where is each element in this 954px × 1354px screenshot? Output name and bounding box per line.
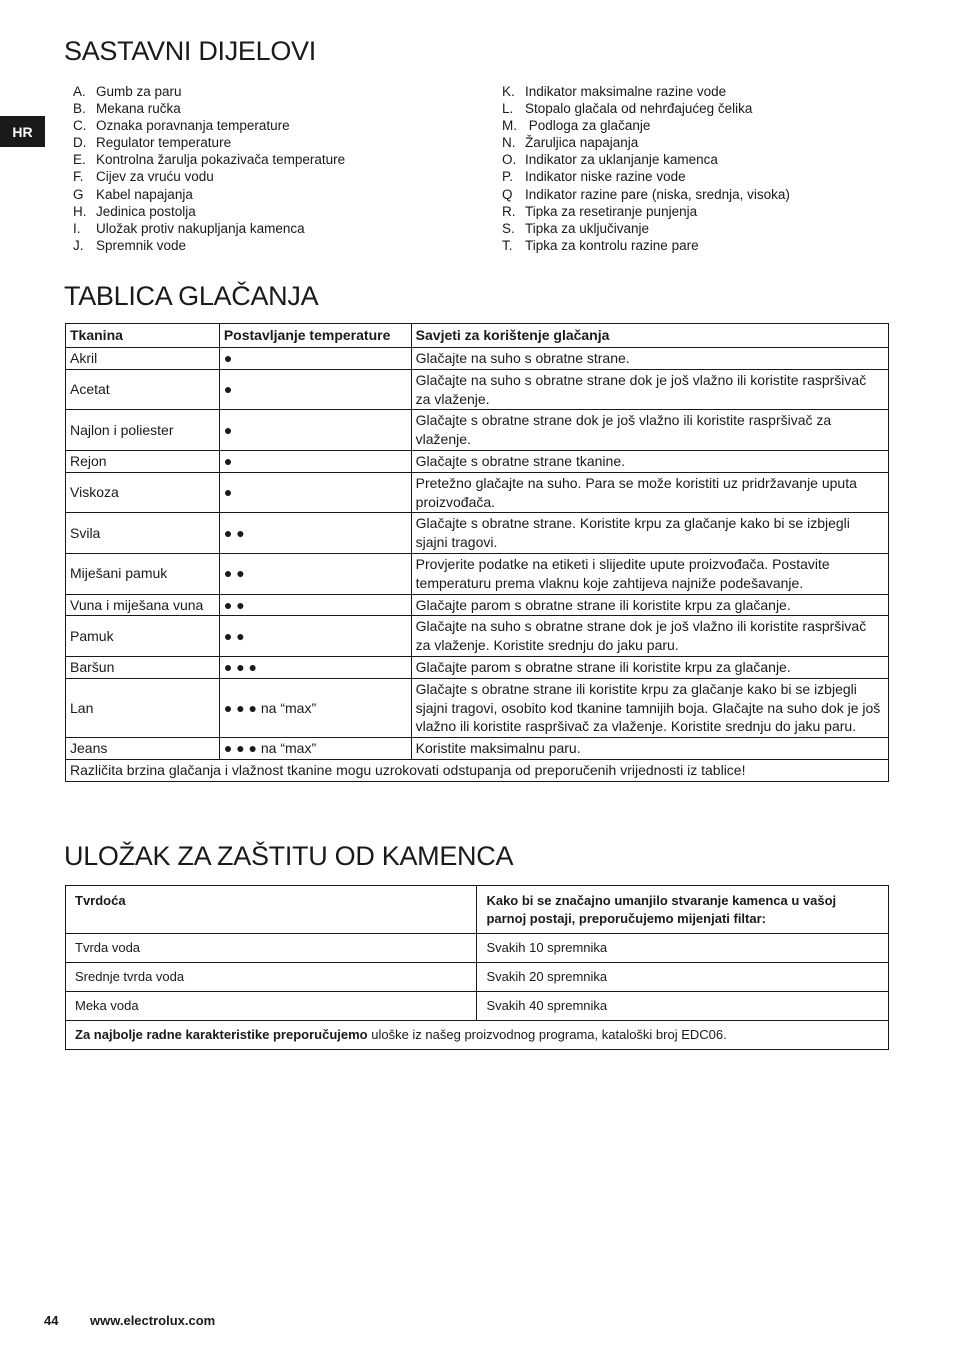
list-item [502,83,790,100]
part-letter: D. [73,135,87,151]
part-letter: I. [73,220,81,236]
part-label: Indikator razine pare (niska, srednja, visoka) [525,186,790,202]
fabric-cell: Vuna i miješana vuna [66,594,220,616]
descale-note-bold: Za najbolje radne karakteristike preporučujemo [75,1027,368,1042]
table-row [66,369,889,410]
table-row [66,678,889,737]
temperature-cell: ● ● [219,513,411,554]
part-letter: E. [73,152,86,168]
part-letter: B. [73,101,86,117]
list-item [73,168,345,185]
list-item [502,220,790,237]
list-item [73,151,345,168]
part-letter: K. [502,84,515,99]
temperature-cell: ● ● [219,616,411,657]
tip-cell: Glačajte na suho s obratne strane. [411,348,888,370]
fabric-cell: Baršun [66,656,220,678]
descale-table [65,885,889,1050]
table-row [66,410,889,451]
part-label: Stopalo glačala od nehrđajućeg čelika [525,101,753,117]
temperature-cell: ● [219,472,411,513]
column-header-temperature: Postavljanje temperature [219,324,411,348]
temperature-cell: ● [219,348,411,370]
part-label: Uložak protiv nakupljanja kamenca [96,220,305,236]
part-letter: Q [502,186,513,202]
table-row [66,656,889,678]
tip-cell: Glačajte s obratne strane tkanine. [411,450,888,472]
descale-note [66,1021,889,1050]
tip-cell: Provjerite podatke na etiketi i slijedite upute proizvođača. Postavite temperaturu prema vlaknu koje zahtijeva najniže podešavanje. [411,553,888,594]
list-item [502,186,790,203]
descale-heading: ULOŽAK ZA ZAŠTITU OD KAMENCA [64,841,514,871]
part-label: Spremnik vode [96,237,187,253]
part-letter: T. [502,237,513,253]
part-label: Oznaka poravnanja temperature [96,118,290,134]
list-item [73,237,345,254]
tip-cell: Glačajte na suho s obratne strane dok je još vlažno ili koristite raspršivač za vlaženje. Koristite srednju do jaku paru. [411,616,888,657]
part-label: Kontrolna žarulja pokazivača temperature [96,152,346,168]
part-letter: C. [73,118,87,134]
part-label: Indikator niske razine vode [525,169,686,185]
list-item [73,100,345,117]
fabric-cell: Rejon [66,450,220,472]
fabric-cell: Lan [66,678,220,737]
table-row [66,738,889,760]
part-label: Podloga za glačanje [525,118,651,134]
list-item [73,186,345,203]
part-label: Žaruljica napajanja [525,135,639,151]
part-label: Indikator maksimalne razine vode [525,84,727,99]
hardness-cell: Srednje tvrda voda [66,963,477,992]
list-item [502,100,790,117]
fabric-cell: Acetat [66,369,220,410]
temperature-cell: ● ● [219,553,411,594]
tip-cell: Glačajte na suho s obratne strane dok je još vlažno ili koristite raspršivač za vlaženje. [411,369,888,410]
interval-cell: Svakih 20 spremnika [477,963,889,992]
temperature-cell: ● [219,410,411,451]
fabric-cell: Svila [66,513,220,554]
website-link[interactable]: www.electrolux.com [90,1313,216,1328]
descale-note-rest: uloške iz našeg proizvodnog programa, kataloški broj EDC06. [367,1027,727,1042]
table-row [66,513,889,554]
part-label: Tipka za resetiranje punjenja [525,203,698,219]
ironing-table-heading: TABLICA GLAČANJA [64,281,319,311]
temperature-cell: ● ● ● na “max” [219,738,411,760]
table-row [66,348,889,370]
part-label: Regulator temperature [96,135,232,151]
table-note-row [66,1021,889,1050]
part-letter: P. [502,169,514,185]
column-header-fabric: Tkanina [66,324,220,348]
table-row [66,450,889,472]
list-item [502,237,790,254]
temperature-cell: ● ● ● [219,656,411,678]
part-letter: J. [73,237,84,253]
tip-cell: Glačajte s obratne strane ili koristite krpu za glačanje kako bi se izbjegli sjajni tragovi, osobito kod tkanine tamnijih boja. Glačajte na suho dok je još vlažno ili koristite raspršivač za vlaženje. Koristite srednju do jaku paru. [411,678,888,737]
fabric-cell: Miješani pamuk [66,553,220,594]
list-item [502,134,790,151]
part-label: Tipka za uključivanje [525,220,650,236]
tip-cell: Glačajte s obratne strane dok je još vlažno ili koristite raspršivač za vlaženje. [411,410,888,451]
fabric-cell: Akril [66,348,220,370]
list-item [73,83,345,100]
table-header-row [66,886,889,934]
part-label: Cijev za vruću vodu [96,169,214,185]
part-letter: S. [502,220,515,236]
parts-heading: SASTAVNI DIJELOVI [64,36,316,66]
table-row [66,992,889,1021]
interval-cell: Svakih 40 spremnika [477,992,889,1021]
part-letter: R. [502,203,516,219]
tip-cell: Koristite maksimalnu paru. [411,738,888,760]
part-letter: H. [73,203,87,219]
part-letter: F. [73,169,84,185]
table-row [66,594,889,616]
table-header-row [66,324,889,348]
part-label: Indikator za uklanjanje kamenca [525,152,718,168]
part-letter: N. [502,135,516,151]
part-label: Tipka za kontrolu razine pare [525,237,699,253]
list-item [73,134,345,151]
fabric-cell: Viskoza [66,472,220,513]
hardness-cell: Meka voda [66,992,477,1021]
part-letter: L. [502,101,514,117]
table-row [66,616,889,657]
list-item [502,168,790,185]
interval-cell: Svakih 10 spremnika [477,934,889,963]
tip-cell: Glačajte s obratne strane. Koristite krpu za glačanje kako bi se izbjegli sjajni tragovi. [411,513,888,554]
list-item [73,220,345,237]
fabric-cell: Pamuk [66,616,220,657]
column-header-interval: Kako bi se značajno umanjilo stvaranje kamenca u vašoj parnoj postaji, preporučujemo mijenjati filtar: [477,886,889,934]
hardness-cell: Tvrda voda [66,934,477,963]
temperature-cell: ● ● [219,594,411,616]
ironing-note: Različita brzina glačanja i vlažnost tkanine mogu uzrokovati odstupanja od preporučenih vrijednosti iz tablice! [66,759,889,781]
part-label: Mekana ručka [96,101,181,117]
table-row [66,963,889,992]
fabric-cell: Najlon i poliester [66,410,220,451]
table-note-row [66,759,889,781]
part-letter: G [73,186,84,202]
part-label: Jedinica postolja [96,203,196,219]
list-item [73,203,345,220]
tip-cell: Glačajte parom s obratne strane ili koristite krpu za glačanje. [411,594,888,616]
part-label: Kabel napajanja [96,186,193,202]
language-tab: HR [0,116,45,147]
tip-cell: Pretežno glačajte na suho. Para se može koristiti uz pridržavanje uputa proizvođača. [411,472,888,513]
fabric-cell: Jeans [66,738,220,760]
page-number: 44 [44,1313,59,1328]
temperature-cell: ● ● ● na “max” [219,678,411,737]
table-row [66,472,889,513]
list-item [73,117,345,134]
part-letter: O. [502,152,517,168]
part-label: Gumb za paru [96,84,182,99]
list-item [502,151,790,168]
tip-cell: Glačajte parom s obratne strane ili koristite krpu za glačanje. [411,656,888,678]
table-row [66,553,889,594]
column-header-hardness: Tvrdoća [66,886,477,934]
part-letter: A. [73,84,86,99]
column-header-tips: Savjeti za korištenje glačanja [411,324,888,348]
ironing-table [65,323,889,782]
list-item [502,117,790,134]
part-letter: M. [502,118,517,134]
table-row [66,934,889,963]
list-item [502,203,790,220]
temperature-cell: ● [219,450,411,472]
parts-list-right [502,83,790,254]
temperature-cell: ● [219,369,411,410]
parts-list-left [73,83,345,254]
